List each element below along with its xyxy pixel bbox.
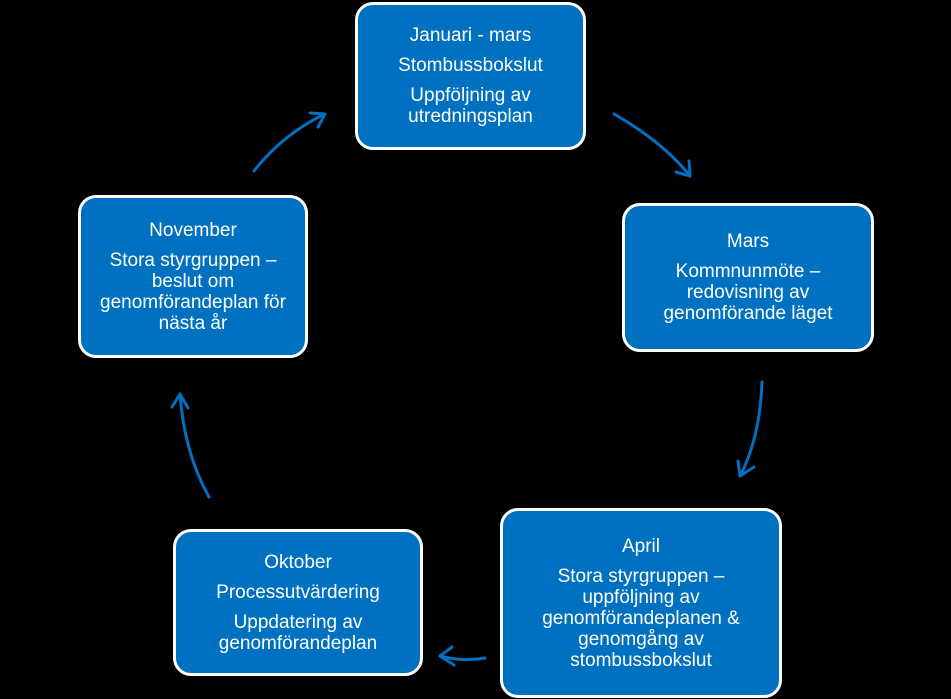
node-line: Processutvärdering: [216, 581, 380, 603]
arrow-jan-to-mar: [614, 114, 690, 176]
node-line: Kommnunmöte – redovisning av genomförande läget: [663, 261, 833, 324]
node-period: November: [149, 219, 237, 241]
node-januari-mars: [355, 2, 586, 150]
node-line: Uppdatering av genomförandeplan: [218, 611, 378, 654]
node-line: Stora styrgruppen – beslut om genomförandeplan för nästa år: [100, 249, 286, 334]
node-november: [78, 195, 308, 358]
node-period: Oktober: [264, 551, 332, 573]
node-april: [500, 508, 782, 698]
node-period: Mars: [726, 231, 770, 252]
arrow-mar-to-apr: [740, 382, 762, 476]
node-period: April: [621, 535, 660, 557]
arrow-nov-to-jan: [254, 114, 325, 171]
node-line: Uppföljning av utredningsplan: [408, 85, 533, 127]
node-mars: [622, 203, 874, 352]
node-period: Januari - mars: [409, 25, 532, 46]
arrow-okt-to-nov: [180, 394, 209, 497]
arrowhead-apr-to-okt: [440, 647, 454, 665]
node-line: Stora styrgruppen – uppföljning av genomförandeplanen & genomgång av stombussbokslut: [542, 565, 740, 671]
node-oktober: [173, 529, 423, 676]
node-line: Stombussbokslut: [398, 55, 543, 76]
